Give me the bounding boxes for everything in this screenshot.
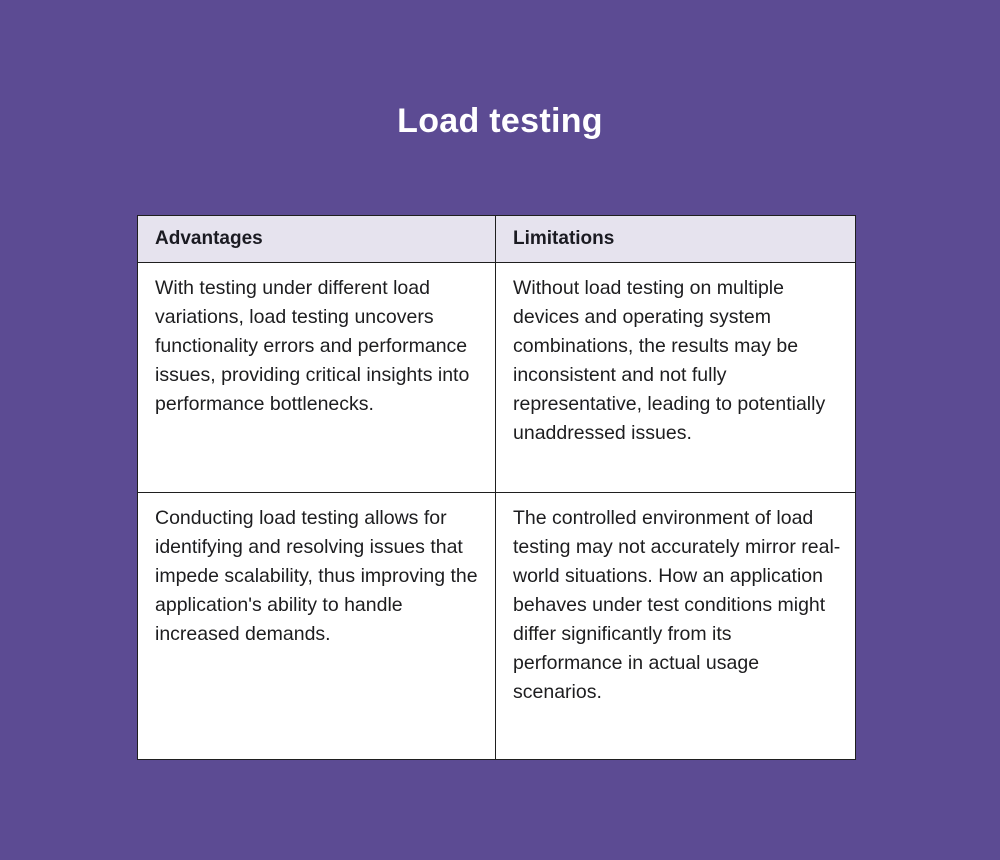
column-header-advantages: Advantages (138, 216, 496, 263)
comparison-table (137, 215, 856, 760)
cell-advantages-row-2: Conducting load testing allows for identifying and resolving issues that impede scalability, thus improving the application's ability to handle increased demands. (138, 493, 496, 760)
cell-limitations-row-2: The controlled environment of load testing may not accurately mirror real-world situations. How an application behaves under test conditions might differ significantly from its performance in actual usage scenarios. (496, 493, 856, 760)
table-row (138, 493, 856, 760)
table-row (138, 263, 856, 493)
column-header-limitations: Limitations (496, 216, 856, 263)
cell-limitations-row-1: Without load testing on multiple devices and operating system combinations, the results may be inconsistent and not fully representative, leading to potentially unaddressed issues. (496, 263, 856, 493)
table-header-row (138, 216, 856, 263)
page-title: Load testing (397, 102, 603, 140)
cell-advantages-row-1: With testing under different load variations, load testing uncovers functionality errors and performance issues, providing critical insights into performance bottlenecks. (138, 263, 496, 493)
